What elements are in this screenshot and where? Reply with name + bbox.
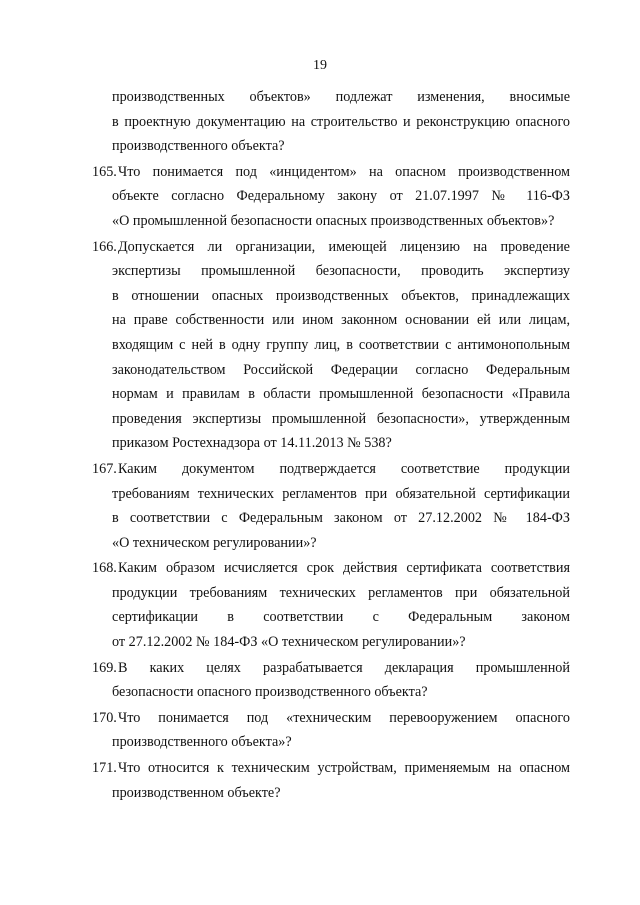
question-item [0,656,640,705]
question-text-line: «О промышленной безопасности опасных производственных объектов»? [112,212,555,229]
question-number: 169. [92,659,117,676]
question-text-line: входящим с ней в одну группу лиц, в соответствии с антимонопольным [112,336,570,353]
question-text-line: экспертизы промышленной безопасности, проводить экспертизу [112,263,570,280]
question-text-line: Что понимается под «инцидентом» на опасном производственном [118,163,570,180]
question-text-line: производственного объекта? [112,138,285,155]
question-item [0,556,640,654]
question-text-line: в соответствии с Федеральным законом от 27.12.2002 № 184-ФЗ [112,510,570,527]
question-text-line: производственных объектов» подлежат изменения, вносимые [112,89,570,105]
question-text-line: Каким образом исчисляется срок действия сертификата соответствия [118,560,570,577]
question-number: 170. [92,709,117,726]
question-item [0,235,640,456]
question-text-line: на праве собственности или ином законном основании ей или лицам, [112,312,570,329]
question-text-line: Что понимается под «техническим перевооружением опасного [118,709,570,726]
question-text-line: Допускается ли организации, имеющей лицензию на проведение [118,238,570,255]
question-number: 168. [92,560,117,577]
question-text-line: требованиям технических регламентов при обязательной сертификации [112,485,570,502]
question-text-line: «О техническом регулировании»? [112,534,317,551]
question-text-line: нормам и правилам в области промышленной безопасности «Правила [112,386,570,403]
question-text-line: приказом Ростехнадзора от 14.11.2013 № 538? [112,435,392,452]
question-text-line: Что относится к техническим устройствам, применяемым на опасном [118,760,570,777]
question-text-line: Каким документом подтверждается соответствие продукции [118,460,570,477]
question-item [0,756,640,805]
question-text-line: в отношении опасных производственных объектов, принадлежащих [112,287,570,304]
question-text-line: продукции требованиям технических регламентов при обязательной [112,584,570,601]
question-text-line: производственном объекте? [112,784,281,801]
question-number: 167. [92,460,117,477]
question-number: 166. [92,238,117,255]
question-item [0,706,640,755]
question-text-line: производственного объекта»? [112,734,292,751]
question-number: 171. [92,760,117,777]
question-item [0,457,640,555]
question-text-line: законодательством Российской Федерации согласно Федеральным [112,361,570,378]
question-text-line: объекте согласно Федеральному закону от 21.07.1997 № 116-ФЗ [112,188,570,205]
page-number: 19 [313,58,327,73]
question-item [0,85,640,159]
question-item [0,160,640,234]
question-text-line: В каких целях разрабатывается декларация промышленной [118,659,570,676]
document-body [0,85,640,806]
question-text-line: сертификации в соответствии с Федеральным законом [112,609,570,626]
question-text-line: безопасности опасного производственного объекта? [112,684,428,701]
question-text-line: в проектную документацию на строительство и реконструкцию опасного [112,113,570,130]
question-text-line: проведения экспертизы промышленной безопасности», утвержденным [112,410,570,427]
question-number: 165. [92,163,117,180]
question-text-line: от 27.12.2002 № 184-ФЗ «О техническом регулировании»? [112,634,466,651]
